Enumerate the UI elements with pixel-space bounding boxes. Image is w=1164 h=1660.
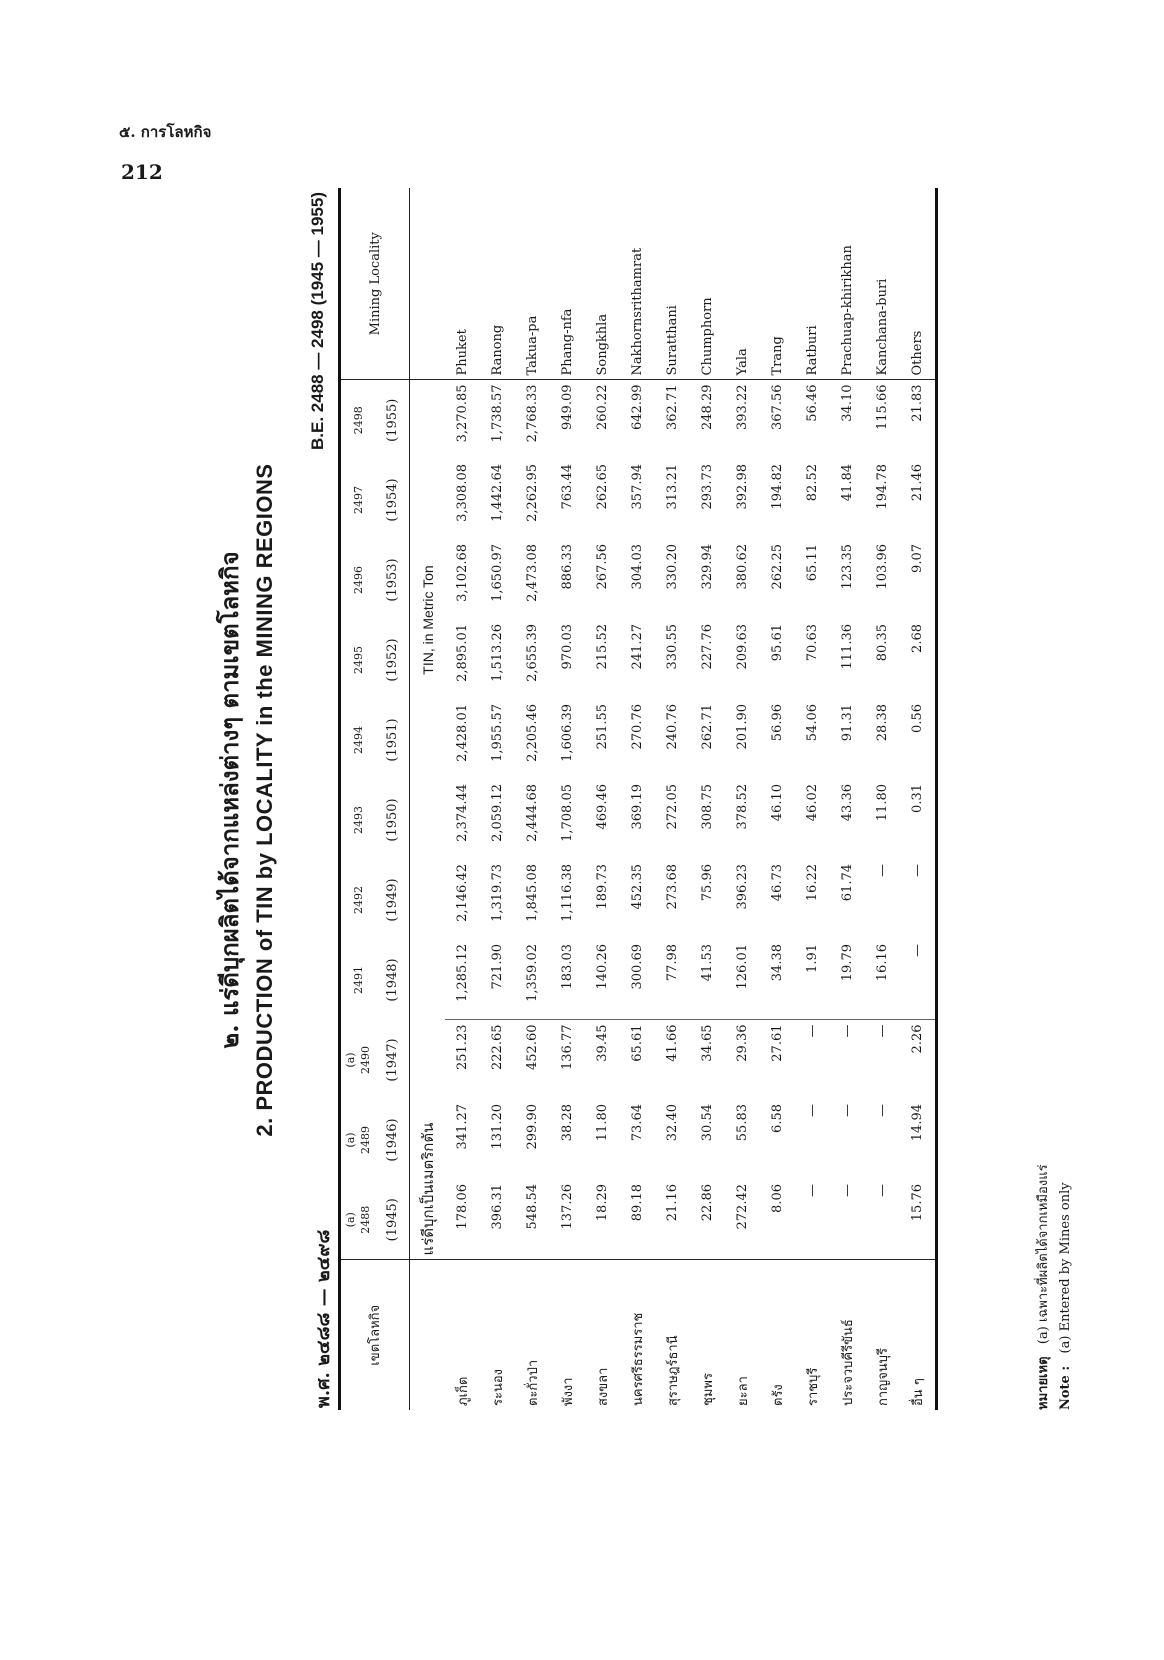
value-cell: 380.62: [735, 544, 750, 590]
value-cell: 32.40: [665, 1104, 680, 1142]
value-cell: 15.76: [910, 1184, 925, 1222]
value-cell: 222.65: [480, 1020, 515, 1100]
value-cell: 313.21: [665, 464, 680, 510]
value-cell: 55.83: [735, 1104, 750, 1142]
value-cell: 56.96: [770, 704, 785, 742]
value-cell: 262.25: [770, 544, 785, 590]
value-cell: 95.61: [770, 624, 785, 662]
value-cell: 392.98: [735, 464, 750, 510]
value-cell: 262.71: [700, 704, 715, 750]
value-cell: —: [795, 1020, 830, 1100]
year-header: [340, 1100, 376, 1180]
value-cell: —: [840, 1104, 855, 1117]
value-cell: 70.63: [805, 624, 820, 662]
value-cell: 34.10: [840, 384, 855, 422]
value-cell: 16.16: [875, 944, 890, 982]
value-cell: 209.63: [735, 624, 750, 670]
locality-thai: นครศรีธรรมราช: [620, 1260, 655, 1410]
production-table: [338, 188, 938, 1410]
year-be: 2491: [351, 966, 365, 994]
value-cell: 115.66: [875, 384, 890, 430]
value-cell: 3,102.68: [455, 544, 470, 602]
year-header: [340, 940, 376, 1020]
value-cell: 22.86: [700, 1184, 715, 1222]
value-cell: 2,473.08: [525, 544, 540, 602]
value-cell: 0.31: [910, 784, 925, 813]
value-cell: 452.35: [630, 864, 645, 910]
value-cell: 8.06: [770, 1184, 785, 1213]
year-be: 2489: [359, 1126, 372, 1154]
header-row-years: [340, 188, 376, 1410]
value-cell: 194.82: [770, 464, 785, 510]
value-cell: 131.20: [490, 1104, 505, 1150]
table-row: [725, 188, 760, 1410]
value-cell: 262.65: [595, 464, 610, 510]
locality-english: Nakhornsrithamrat: [620, 188, 655, 380]
value-cell: 1,513.26: [490, 624, 505, 682]
table-row: [900, 188, 937, 1410]
value-cell: 2,262.95: [525, 464, 540, 522]
value-cell: —: [910, 864, 925, 877]
year-be: 2494: [351, 726, 365, 754]
table-row: [795, 188, 830, 1410]
year-ce: (1952): [375, 620, 410, 700]
value-cell: 1,359.02: [525, 944, 540, 1002]
value-cell: 2,374.44: [455, 784, 470, 842]
value-cell: 299.90: [525, 1104, 540, 1150]
locality-english: Ratburi: [795, 188, 830, 380]
locality-english: Chumphorn: [690, 188, 725, 380]
value-cell: 75.96: [700, 864, 715, 902]
value-cell: 30.54: [700, 1104, 715, 1142]
value-cell: 393.22: [735, 384, 750, 430]
year-be: 2497: [351, 486, 365, 514]
value-cell: 329.94: [700, 544, 715, 590]
value-cell: 137.26: [560, 1184, 575, 1230]
value-cell: 1,738.57: [490, 384, 505, 443]
value-cell: —: [830, 1020, 865, 1100]
value-cell: 369.19: [630, 784, 645, 830]
value-cell: 21.46: [910, 464, 925, 502]
value-cell: 56.46: [805, 384, 820, 422]
section-header: ๕. การโลหกิจ: [119, 123, 212, 141]
value-cell: 126.01: [735, 944, 750, 990]
value-cell: —: [805, 1104, 820, 1117]
year-header: [340, 1020, 376, 1100]
value-cell: 272.42: [735, 1184, 750, 1230]
title-english: 2. PRODUCTION of TIN by LOCALITY in the MINING REGIONS: [252, 463, 277, 1137]
year-header: [340, 700, 376, 780]
year-ce: (1955): [375, 380, 410, 460]
locality-thai: พังงา: [550, 1260, 585, 1410]
value-cell: 27.61: [760, 1020, 795, 1100]
value-cell: 248.29: [700, 384, 715, 430]
value-cell: 41.84: [840, 464, 855, 502]
value-cell: 272.05: [665, 784, 680, 830]
value-cell: 46.02: [805, 784, 820, 822]
value-cell: 178.06: [455, 1184, 470, 1230]
locality-english: Takua-pa: [515, 188, 550, 380]
value-cell: 34.65: [690, 1020, 725, 1100]
year-header: [340, 1180, 376, 1260]
year-header: [340, 780, 376, 860]
locality-thai: สุราษฎร์ธานี: [655, 1260, 690, 1410]
value-cell: 2,205.46: [525, 704, 540, 762]
value-cell: 19.79: [840, 944, 855, 982]
value-cell: 6.58: [770, 1104, 785, 1133]
year-header: [340, 380, 376, 460]
value-cell: 763.44: [560, 464, 575, 510]
value-cell: 330.55: [665, 624, 680, 670]
value-cell: 260.22: [595, 384, 610, 430]
locality-english: Ranong: [480, 188, 515, 380]
table-header: [340, 188, 410, 1410]
value-cell: 396.31: [490, 1184, 505, 1230]
year-ce: (1949): [375, 860, 410, 940]
year-mark: (a): [344, 1212, 357, 1228]
value-cell: 251.55: [595, 704, 610, 750]
locality-thai: ตะกั่วป่า: [515, 1260, 550, 1410]
year-mark: (a): [344, 1052, 357, 1068]
year-range-thai: พ.ศ. ๒๔๘๘ — ๒๔๙๘: [313, 1229, 334, 1408]
value-cell: 886.33: [560, 544, 575, 590]
locality-thai: อื่น ๆ: [900, 1260, 937, 1410]
value-cell: —: [840, 1184, 855, 1197]
value-cell: 469.46: [595, 784, 610, 830]
value-cell: 189.73: [595, 864, 610, 910]
unit-row: [410, 188, 446, 1410]
table-body: [410, 188, 937, 1410]
value-cell: 1,606.39: [560, 704, 575, 762]
year-range-english: B.E. 2488 — 2498 (1945 — 1955): [308, 192, 327, 450]
locality-thai: กาญจนบุรี: [865, 1260, 900, 1410]
value-cell: 241.27: [630, 624, 645, 670]
value-cell: 39.45: [585, 1020, 620, 1100]
locality-thai: สงขลา: [585, 1260, 620, 1410]
value-cell: 293.73: [700, 464, 715, 510]
year-be: 2498: [351, 406, 365, 435]
value-cell: —: [875, 1184, 890, 1197]
value-cell: 240.76: [665, 704, 680, 750]
year-header: [340, 860, 376, 940]
year-be: 2490: [359, 1046, 372, 1074]
table-row: [550, 188, 585, 1410]
value-cell: 1,319.73: [490, 864, 505, 922]
year-mark: (a): [344, 1132, 357, 1148]
value-cell: 2,059.12: [490, 784, 505, 842]
value-cell: 91.31: [840, 704, 855, 742]
table-row: [585, 188, 620, 1410]
value-cell: 341.27: [455, 1104, 470, 1150]
locality-thai: ภูเก็ต: [445, 1260, 480, 1410]
value-cell: 2.26: [900, 1020, 937, 1100]
value-cell: 43.36: [840, 784, 855, 822]
value-cell: 1,650.97: [490, 544, 505, 602]
value-cell: 2,895.01: [455, 624, 470, 682]
value-cell: 1,955.57: [490, 704, 505, 762]
value-cell: 330.20: [665, 544, 680, 590]
value-cell: 367.56: [770, 384, 785, 430]
locality-english: Yala: [725, 188, 760, 380]
value-cell: 2,146.42: [455, 864, 470, 922]
value-cell: 11.80: [875, 784, 890, 822]
value-cell: 41.53: [700, 944, 715, 982]
year-header: [340, 540, 376, 620]
note-thai-label: หมายเหตุ: [1036, 1356, 1051, 1410]
unit-gap: [410, 380, 446, 460]
value-cell: 378.52: [735, 784, 750, 830]
page-number: 212: [121, 160, 163, 184]
year-ce: (1947): [375, 1020, 410, 1100]
locality-thai: ระนอง: [480, 1260, 515, 1410]
value-cell: 29.36: [725, 1020, 760, 1100]
year-be: 2496: [351, 566, 365, 594]
value-cell: 16.22: [805, 864, 820, 902]
year-header: [340, 620, 376, 700]
unit-english: TIN, in Metric Ton: [419, 565, 436, 675]
value-cell: 65.61: [620, 1020, 655, 1100]
locality-header-english: Mining Locality: [340, 188, 410, 380]
value-cell: 1.91: [805, 944, 820, 973]
value-cell: 11.80: [595, 1104, 610, 1142]
value-cell: 267.56: [595, 544, 610, 590]
value-cell: —: [805, 1184, 820, 1197]
value-cell: —: [875, 864, 890, 877]
locality-english: Songkhla: [585, 188, 620, 380]
unit-spacer: [410, 188, 446, 380]
value-cell: 21.16: [665, 1184, 680, 1222]
value-cell: 721.90: [490, 944, 505, 990]
value-cell: —: [910, 944, 925, 957]
locality-english: Others: [900, 188, 937, 380]
value-cell: 9.07: [910, 544, 925, 573]
value-cell: 270.76: [630, 704, 645, 750]
value-cell: 1,442.64: [490, 464, 505, 522]
value-cell: 308.75: [700, 784, 715, 830]
value-cell: 300.69: [630, 944, 645, 990]
locality-english: Trang: [760, 188, 795, 380]
rotated-table-area: [210, 190, 1073, 1410]
locality-thai: ราชบุรี: [795, 1260, 830, 1410]
value-cell: 251.23: [445, 1020, 480, 1100]
value-cell: 89.18: [630, 1184, 645, 1222]
table-row: [515, 188, 550, 1410]
table-row: [830, 188, 865, 1410]
year-ce: (1950): [375, 780, 410, 860]
value-cell: 34.38: [770, 944, 785, 982]
value-cell: 304.03: [630, 544, 645, 590]
note-english-text: (a) Entered by Mines only: [1058, 1182, 1073, 1354]
value-cell: 80.35: [875, 624, 890, 662]
locality-english: Kanchana-buri: [865, 188, 900, 380]
value-cell: 1,708.05: [560, 784, 575, 842]
value-cell: 65.11: [805, 544, 820, 582]
table-row: [480, 188, 515, 1410]
value-cell: 1,285.12: [455, 944, 470, 1002]
value-cell: 82.52: [805, 464, 820, 502]
value-cell: 21.83: [910, 384, 925, 422]
year-be: 2495: [351, 646, 365, 674]
value-cell: 949.09: [560, 384, 575, 430]
unit-thai: แร่ดีบุกเป็นเมตริกตัน: [418, 1122, 437, 1256]
value-cell: 1,845.08: [525, 864, 540, 922]
year-be: 2493: [351, 806, 365, 834]
year-ce: (1946): [375, 1100, 410, 1180]
locality-thai: ยะลา: [725, 1260, 760, 1410]
value-cell: 183.03: [560, 944, 575, 990]
value-cell: 2,444.68: [525, 784, 540, 842]
value-cell: 2,428.01: [455, 704, 470, 762]
year-ce: (1954): [375, 460, 410, 540]
locality-thai: ประจวบคีรีขันธ์: [830, 1260, 865, 1410]
locality-english: Prachuap-khirikhan: [830, 188, 865, 380]
value-cell: 54.06: [805, 704, 820, 742]
value-cell: 103.96: [875, 544, 890, 590]
note-english: [1058, 1182, 1073, 1410]
locality-thai: ชุมพร: [690, 1260, 725, 1410]
unit-gap: [410, 780, 446, 940]
table-row: [760, 188, 795, 1410]
value-cell: 28.38: [875, 704, 890, 742]
value-cell: 194.78: [875, 464, 890, 510]
note-thai-text: (a) เฉพาะที่ผลิตได้จากเหมืองแร่: [1036, 1164, 1051, 1345]
locality-english: Phang-nfa: [550, 188, 585, 380]
value-cell: 41.66: [655, 1020, 690, 1100]
value-cell: 46.73: [770, 864, 785, 902]
unit-spacer: [410, 1260, 446, 1410]
value-cell: 362.71: [665, 384, 680, 430]
year-ce: (1948): [375, 940, 410, 1020]
year-ce: (1945): [375, 1180, 410, 1260]
title-thai: ๒. แร่ดีบุกผลิตได้จากแหล่งต่างๆ ตามเขตโลหกิจ: [215, 551, 244, 1049]
value-cell: 227.76: [700, 624, 715, 670]
locality-header-thai: เขตโลหกิจ: [340, 1260, 410, 1410]
table-row: [690, 188, 725, 1410]
year-be: 2488: [359, 1205, 372, 1234]
locality-english: Phuket: [445, 188, 480, 380]
value-cell: 77.98: [665, 944, 680, 982]
value-cell: 1,116.38: [560, 864, 575, 922]
value-cell: —: [865, 1020, 900, 1100]
note-english-label: Note :: [1058, 1365, 1073, 1410]
value-cell: 548.54: [525, 1184, 540, 1230]
value-cell: 3,270.85: [455, 384, 470, 443]
table-row: [445, 188, 480, 1410]
value-cell: 3,308.08: [455, 464, 470, 522]
value-cell: 111.36: [840, 624, 855, 670]
value-cell: 215.52: [595, 624, 610, 670]
value-cell: 396.23: [735, 864, 750, 910]
year-be: 2492: [351, 886, 365, 914]
value-cell: 136.77: [550, 1020, 585, 1100]
value-cell: 18.29: [595, 1184, 610, 1222]
value-cell: —: [875, 1104, 890, 1117]
table-row: [865, 188, 900, 1410]
value-cell: 61.74: [840, 864, 855, 902]
year-ce: (1953): [375, 540, 410, 620]
value-cell: 14.94: [910, 1104, 925, 1142]
value-cell: 38.28: [560, 1104, 575, 1142]
value-cell: 140.26: [595, 944, 610, 990]
table-row: [655, 188, 690, 1410]
value-cell: 73.64: [630, 1104, 645, 1142]
value-cell: 452.60: [515, 1020, 550, 1100]
value-cell: 273.68: [665, 864, 680, 910]
value-cell: 123.35: [840, 544, 855, 590]
value-cell: 2,655.39: [525, 624, 540, 682]
locality-thai: ตรัง: [760, 1260, 795, 1410]
value-cell: 642.99: [630, 384, 645, 430]
value-cell: 2,768.33: [525, 384, 540, 443]
value-cell: 0.56: [910, 704, 925, 733]
locality-english: Suratthani: [655, 188, 690, 380]
table-row: [620, 188, 655, 1410]
value-cell: 970.03: [560, 624, 575, 670]
year-ce: (1951): [375, 700, 410, 780]
note-thai: [1032, 1164, 1053, 1410]
year-header: [340, 460, 376, 540]
value-cell: 46.10: [770, 784, 785, 822]
value-cell: 2.68: [910, 624, 925, 653]
value-cell: 201.90: [735, 704, 750, 750]
value-cell: 357.94: [630, 464, 645, 510]
